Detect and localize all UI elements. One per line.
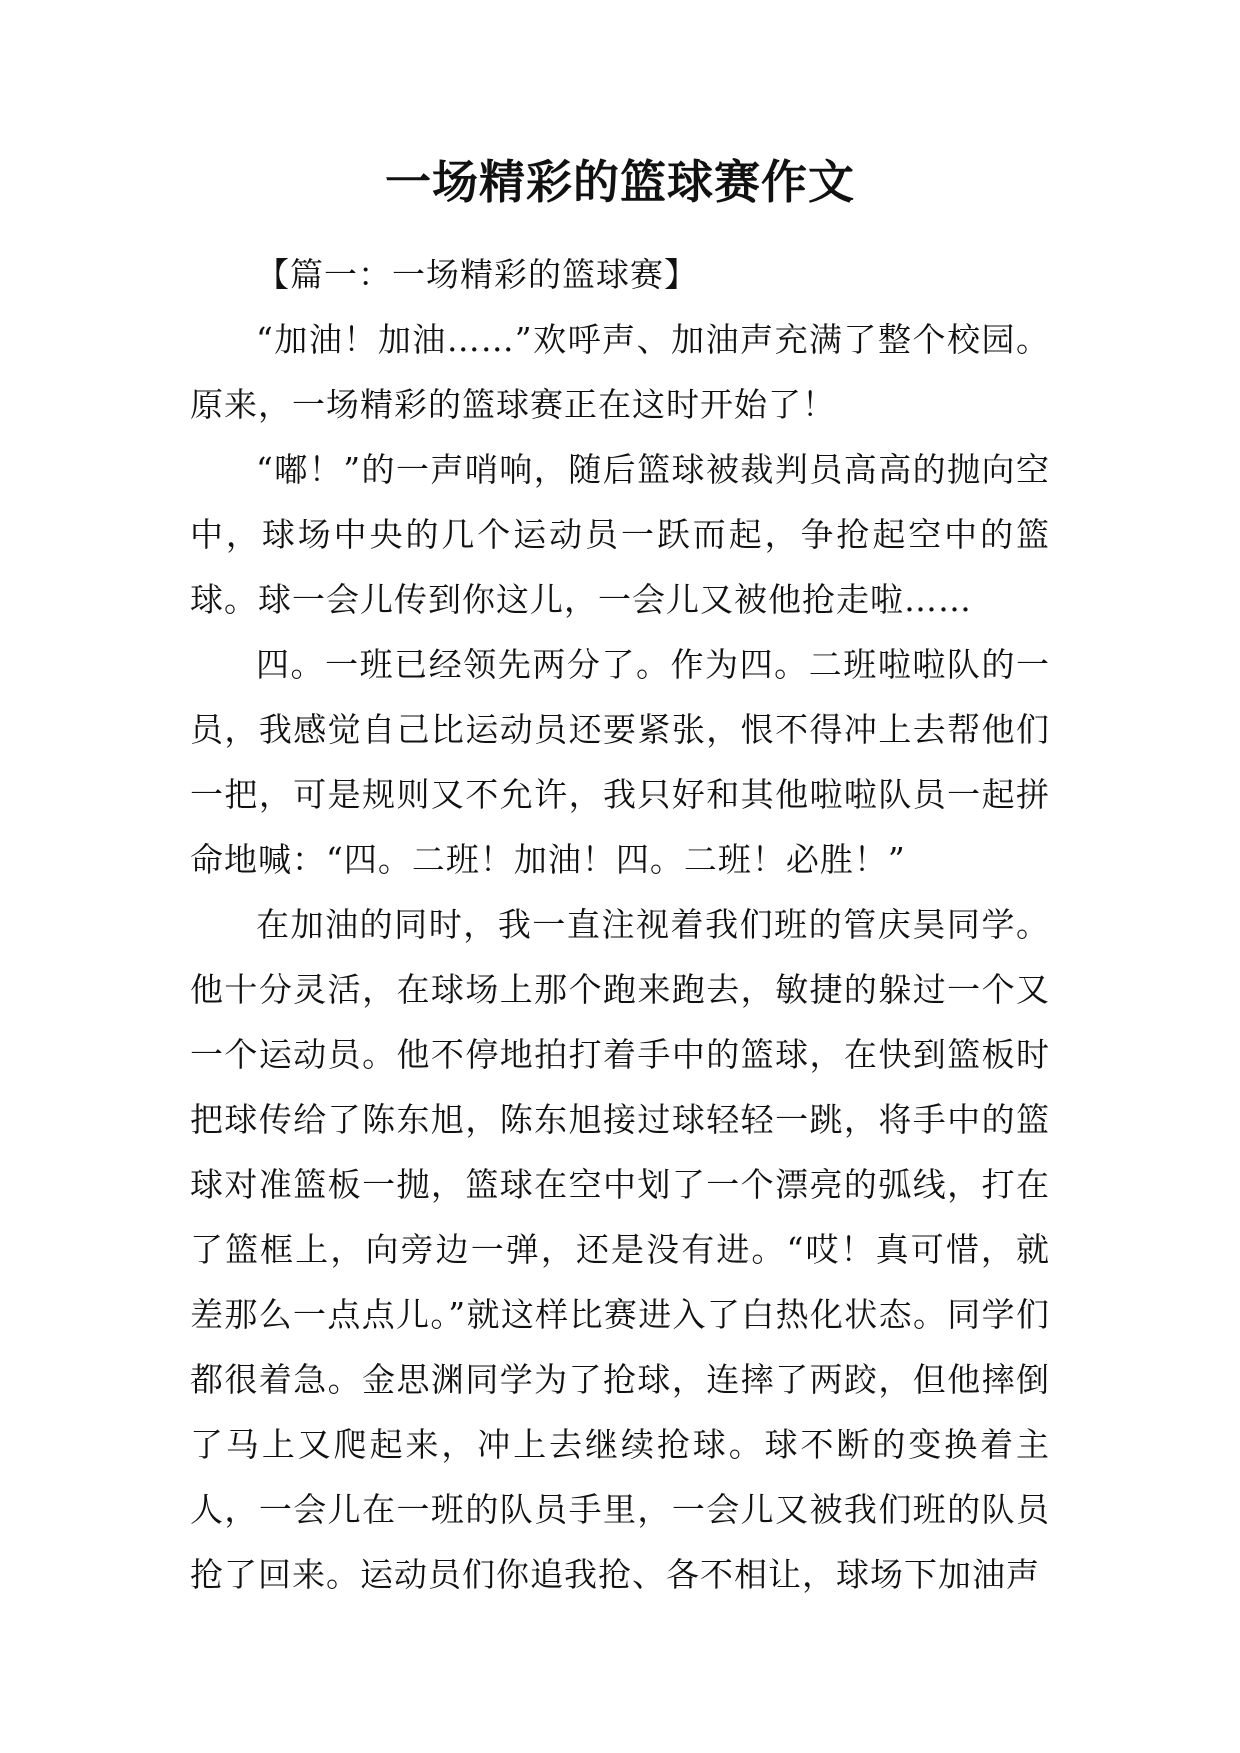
paragraph: 四。一班已经领先两分了。作为四。二班啦啦队的一员，我感觉自己比运动员还要紧张，恨不得冲上去帮他们一把，可是规则又不允许，我只好和其他啦啦队员一起拼命地喊：“四。二班！加油！四。二班！必胜！” xyxy=(190,645,1050,879)
article-body xyxy=(190,242,1050,1607)
paragraph: “加油！加油……”欢呼声、加油声充满了整个校园。原来，一场精彩的篮球赛正在这时开始了！ xyxy=(190,320,1050,424)
section-heading: 【篇一：一场精彩的篮球赛】 xyxy=(256,255,698,294)
page-title: 一场精彩的篮球赛作文 xyxy=(385,155,855,209)
paragraph: “嘟！”的一声哨响，随后篮球被裁判员高高的抛向空中，球场中央的几个运动员一跃而起，争抢起空中的篮球。球一会儿传到你这儿，一会儿又被他抢走啦…… xyxy=(190,450,1050,619)
paragraph: 在加油的同时，我一直注视着我们班的管庆昊同学。他十分灵活，在球场上那个跑来跑去，敏捷的躲过一个又一个运动员。他不停地拍打着手中的篮球，在快到篮板时把球传给了陈东旭，陈东旭接过球轻轻一跳，将手中的篮球对准篮板一抛，篮球在空中划了一个漂亮的弧线，打在了篮框上，向旁边一弹，还是没有进。“哎！真可惜，就差那么一点点儿。”就这样比赛进入了白热化状态。同学们都很着急。金思渊同学为了抢球，连摔了两跤，但他摔倒了马上又爬起来，冲上去继续抢球。球不断的变换着主人，一会儿在一班的队员手里，一会儿又被我们班的队员抢了回来。运动员们你追我抢、各不相让，球场下加油声 xyxy=(190,905,1050,1594)
